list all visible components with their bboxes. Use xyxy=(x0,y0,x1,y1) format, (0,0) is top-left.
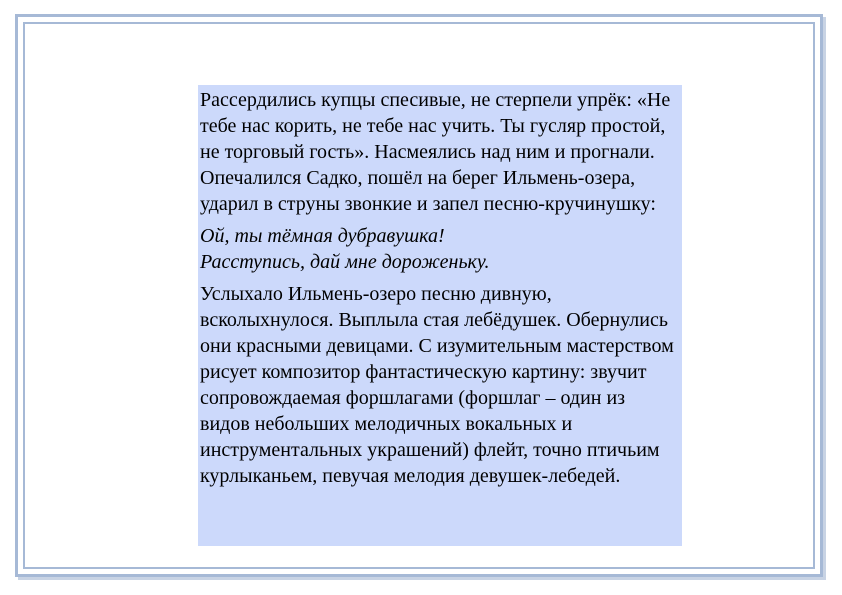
paragraph-intro: Рассердились купцы спесивые, не стерпели упрёк: «Не тебе нас корить, не тебе нас учить. Ты гусляр простой, не торговый гость». Насмеялись над ним и прогнали. Опечалился Садко, пошёл на берег Ильмень-озера, ударил в струны звонкие и запел песню-кручинушку: xyxy=(200,89,671,215)
verse-line-1: Ой, ты тёмная дубравушка! xyxy=(200,225,445,247)
text-box xyxy=(198,85,682,546)
paragraph-description: Услыхало Ильмень-озеро песню дивную, всколыхнулося. Выплыла стая лебёдушек. Обернулись они красными девицами. С изумительным мастерством рисует композитор фантастическую картину: звучит сопровождаемая форшлагами (форшлаг – один из видов небольших мелодичных вокальных и инструментальных украшений) флейт, точно птичьим курлыканьем, певучая мелодия девушек-лебедей. xyxy=(200,283,674,487)
verse-line-2: Расступись, дай мне дороженьку. xyxy=(200,251,490,273)
verse xyxy=(200,223,676,275)
